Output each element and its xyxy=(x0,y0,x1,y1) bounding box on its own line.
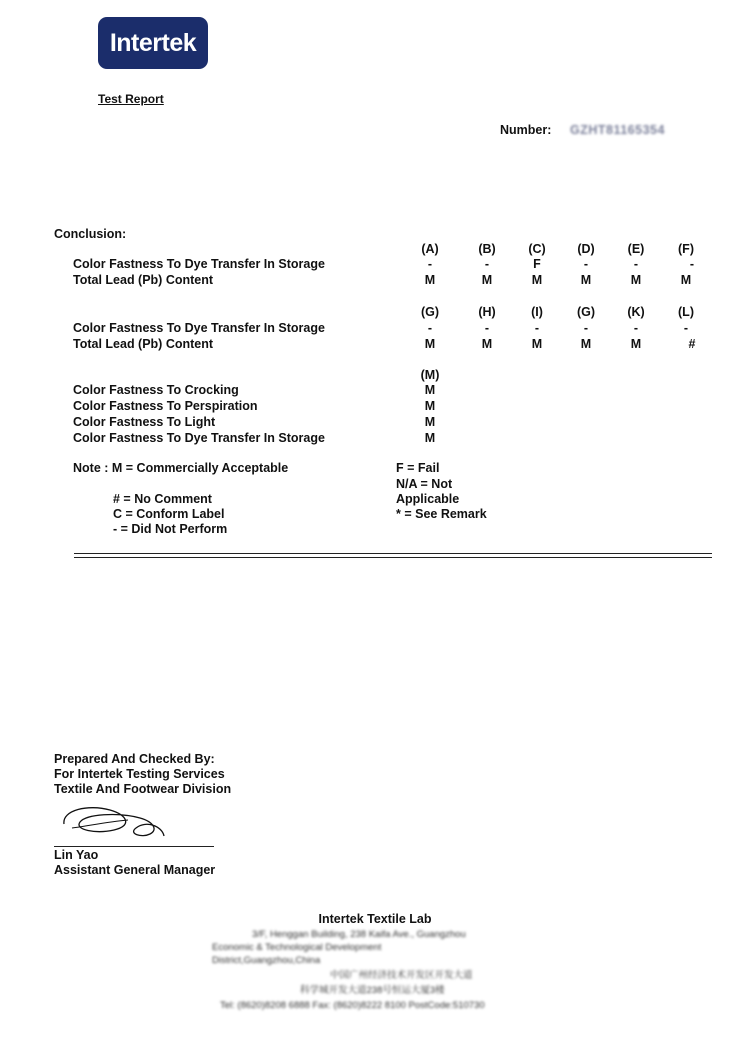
row-label: Color Fastness To Dye Transfer In Storage xyxy=(73,321,325,335)
result-cell: M xyxy=(580,337,592,351)
conclusion-label: Conclusion: xyxy=(54,227,127,241)
prepared-by-label: Prepared And Checked By: xyxy=(54,752,215,766)
result-cell: - xyxy=(633,257,639,271)
column-header: (D) xyxy=(577,242,595,256)
note-commercially-acceptable: Note : M = Commercially Acceptable xyxy=(73,461,289,475)
row-label: Color Fastness To Light xyxy=(73,415,216,429)
result-cell: F xyxy=(533,257,541,271)
handwritten-signature xyxy=(58,800,178,842)
row-label: Total Lead (Pb) Content xyxy=(73,337,214,351)
report-number-label: Number: xyxy=(500,123,552,137)
result-cell: M xyxy=(630,273,642,287)
logo-text: Intertek xyxy=(109,29,197,57)
row-label: Color Fastness To Perspiration xyxy=(73,399,258,413)
result-cell: - xyxy=(427,257,433,271)
lab-address-3: District,Guangzhou,China xyxy=(212,955,321,966)
result-cell: - xyxy=(689,257,695,271)
signer-name: Lin Yao xyxy=(54,848,99,862)
column-header: (H) xyxy=(478,305,496,319)
note-see-remark: * = See Remark xyxy=(396,507,487,521)
column-header: (L) xyxy=(678,305,694,319)
result-cell: M xyxy=(424,399,436,413)
result-cell: - xyxy=(484,257,490,271)
report-number-value: GZHT81165354 xyxy=(570,123,665,137)
result-cell: - xyxy=(484,321,490,335)
lab-contact: Tel: (8620)8208 6888 Fax: (8620)8222 8100 PostCode:510730 xyxy=(220,1000,485,1011)
column-header: (G) xyxy=(420,305,440,319)
note-no-comment: # = No Comment xyxy=(113,492,212,506)
result-cell: M xyxy=(680,273,692,287)
row-label: Color Fastness To Crocking xyxy=(73,383,239,397)
result-cell: M xyxy=(580,273,592,287)
column-header: (A) xyxy=(421,242,439,256)
note-conform-label: C = Conform Label xyxy=(113,507,225,521)
signer-title: Assistant General Manager xyxy=(54,863,216,877)
note-not-applicable-2: Applicable xyxy=(396,492,460,506)
column-header: (K) xyxy=(627,305,645,319)
divider xyxy=(74,557,712,558)
result-cell: - xyxy=(583,257,589,271)
lab-address-2: Economic & Technological Development xyxy=(212,942,382,953)
company-name: For Intertek Testing Services xyxy=(54,767,225,781)
lab-address-cn-1: 中国广州经济技术开发区开发大道 xyxy=(330,970,473,981)
result-cell: M xyxy=(424,431,436,445)
note-fail: F = Fail xyxy=(396,461,440,475)
result-cell: M xyxy=(630,337,642,351)
note-not-applicable-1: N/A = Not xyxy=(396,477,453,491)
note-did-not-perform: - = Did Not Perform xyxy=(113,522,228,536)
division-name: Textile And Footwear Division xyxy=(54,782,232,796)
result-cell: M xyxy=(481,273,493,287)
column-header: (I) xyxy=(531,305,543,319)
result-cell: M xyxy=(424,337,436,351)
result-cell: # xyxy=(688,337,696,351)
result-cell: M xyxy=(424,273,436,287)
result-cell: M xyxy=(531,337,543,351)
column-header: (C) xyxy=(528,242,546,256)
result-cell: M xyxy=(424,415,436,429)
divider xyxy=(74,553,712,554)
lab-address-1: 3/F, Henggan Building, 238 Kaifa Ave., Guangzhou xyxy=(252,929,466,940)
row-label: Color Fastness To Dye Transfer In Storage xyxy=(73,257,325,271)
result-cell: - xyxy=(534,321,540,335)
result-cell: M xyxy=(424,383,436,397)
column-header: (G) xyxy=(576,305,596,319)
lab-name: Intertek Textile Lab xyxy=(318,912,432,926)
report-title: Test Report xyxy=(98,92,164,106)
result-cell: M xyxy=(531,273,543,287)
result-cell: M xyxy=(481,337,493,351)
signature-line xyxy=(54,846,214,847)
column-header: (E) xyxy=(627,242,645,256)
row-label: Total Lead (Pb) Content xyxy=(73,273,214,287)
result-cell: - xyxy=(633,321,639,335)
column-header: (M) xyxy=(420,368,440,382)
column-header: (F) xyxy=(678,242,694,256)
result-cell: - xyxy=(583,321,589,335)
lab-address-cn-2: 科学城开发大道238号恒运大厦3楼 xyxy=(300,985,445,996)
row-label: Color Fastness To Dye Transfer In Storage xyxy=(73,431,325,445)
result-cell: - xyxy=(427,321,433,335)
column-header: (B) xyxy=(478,242,496,256)
result-cell: - xyxy=(683,321,689,335)
